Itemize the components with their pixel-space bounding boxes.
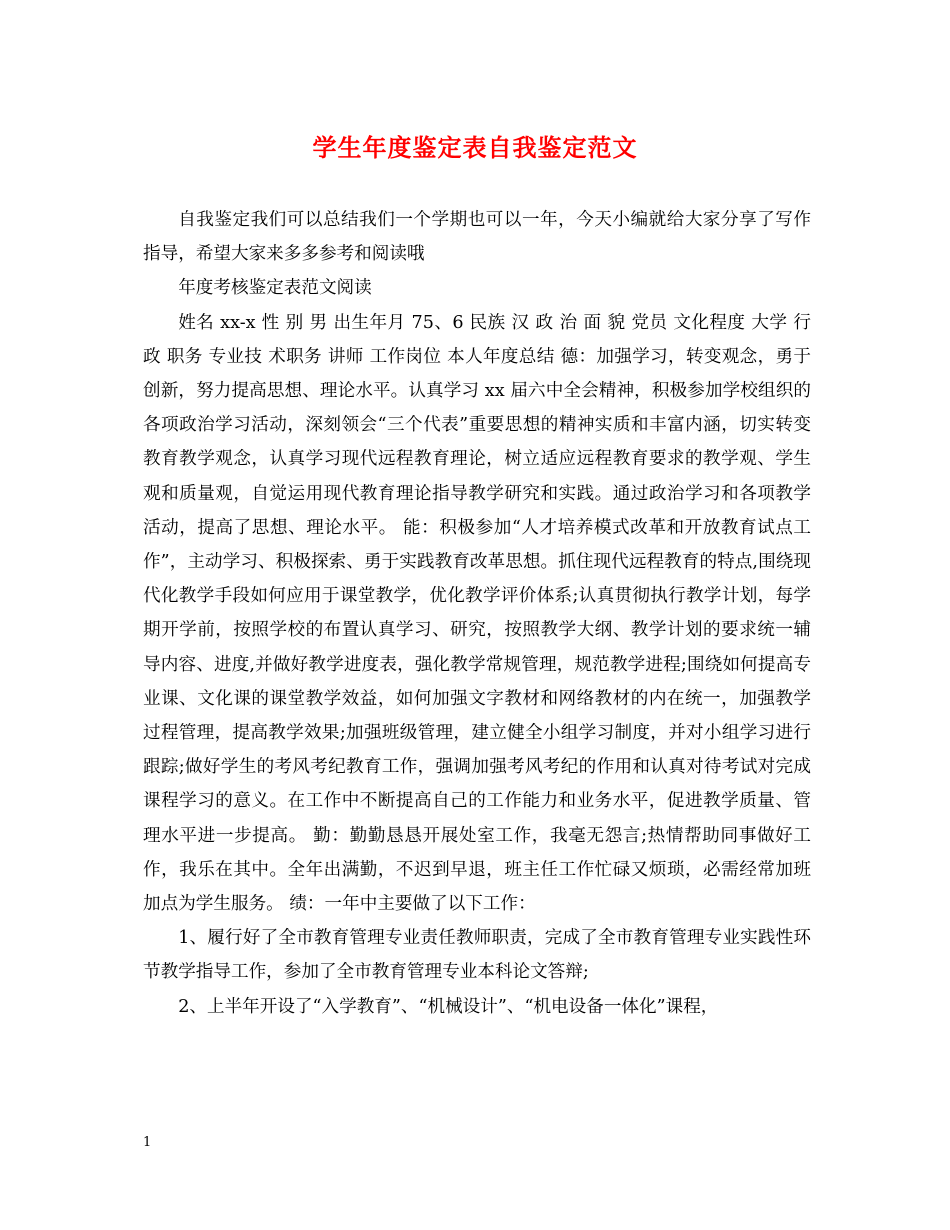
page-number: 1 xyxy=(143,1135,152,1150)
paragraph-item-1: 1、履行好了全市教育管理专业责任教师职责，完成了全市教育管理专业实践性环节教学指导工作，参加了全市教育管理专业本科论文答辩; xyxy=(143,928,811,983)
paragraph-heading: 年度考核鉴定表范文阅读 xyxy=(178,278,372,299)
document-title: 学生年度鉴定表自我鉴定范文 xyxy=(312,133,638,162)
document-body xyxy=(143,203,811,1024)
paragraph-item-2: 2、上半年开设了“入学教育”、“机械设计”、“机电设备一体化”课程， xyxy=(178,996,719,1017)
paragraph-main: 姓名 xx-x 性 别 男 出生年月 75、6 民族 汉 政 治 面 貌 党员 文化程度 大学 行政 职务 专业技 术职务 讲师 工作岗位 本人年度总结 德：加强学习，转变观念，勇于创新，努力提高思想、理论水平。认真学习 xx 届六中全会精神，积极参加学校组织的各项政治学习活动，深刻领会“三个代表”重要思想的精神实质和丰富内涵，切实转变教育教学观念，认真学习现代远程教育理论，树立适应远程教育要求的教学观、学生观和质量观，自觉运用现代教育理论指导教学研究和实践。通过政治学习和各项教学活动，提高了思想、理论水平。 能：积极参加“人才培养模式改革和开放教育试点工作”，主动学习、积极探索、勇于实践教育改革思想。抓住现代远程教育的特点,围绕现代化教学手段如何应用于课堂教学，优化教学评价体系;认真贯彻执行教学计划，每学期开学前，按照学校的布置认真学习、研究，按照教学大纲、教学计划的要求统一辅导内容、进度,并做好教学进度表，强化教学常规管理，规范教学进程;围绕如何提高专业课、文化课的课堂教学效益，如何加强文字教材和网络教材的内在统一，加强教学过程管理，提高教学效果;加强班级管理，建立健全小组学习制度，并对小组学习进行跟踪;做好学生的考风考纪教育工作，强调加强考风考纪的作用和认真对待考试对完成课程学习的意义。在工作中不断提高自己的工作能力和业务水平，促进教学质量、管理水平进一步提高。 勤：勤勤恳恳开展处室工作，我毫无怨言;热情帮助同事做好工作，我乐在其中。全年出满勤，不迟到早退，班主任工作忙碌又烦琐，必需经常加班加点为学生服务。 绩：一年中主要做了以下工作： xyxy=(143,312,811,915)
paragraph-intro: 自我鉴定我们可以总结我们一个学期也可以一年，今天小编就给大家分享了写作指导，希望大家来多多参考和阅读哦 xyxy=(143,210,811,265)
